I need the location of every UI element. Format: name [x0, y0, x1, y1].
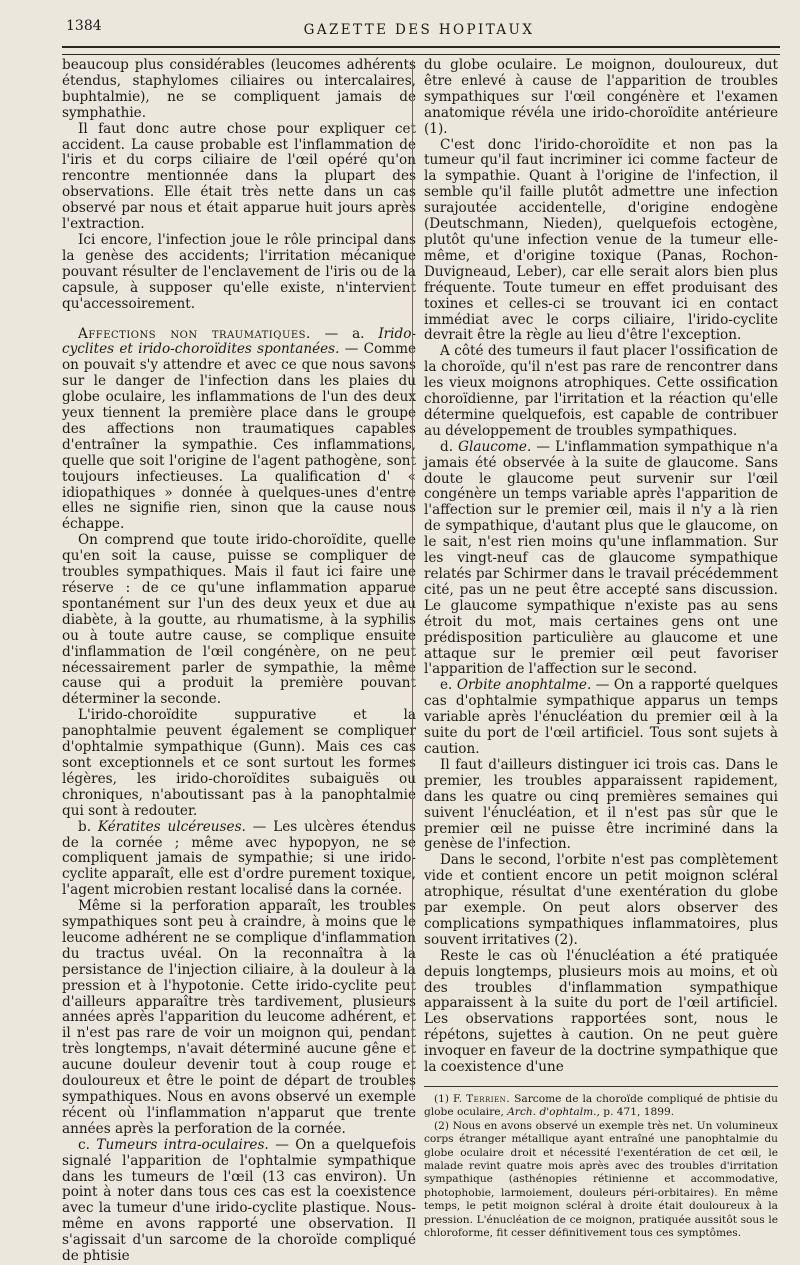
- section-a-paragraph: [62, 327, 416, 534]
- item-text: — L'inflammation sympathique n'a jamais été observée à la suite de glaucome. Sans doute le glaucome peut survenir sur l'œil congénère un temps variable après l'apparition de l'affection sur le premier œil, mais il n'y a là rien de sympathique, d'autant plus que le glaucome, on le sait, n'est rien moins qu'une inflammation. Sur les vingt-neuf cas de glaucome sympathique relatés par Schirmer dans le travail précédemment cité, pas un ne peut être accepté sans discussion. Le glaucome sympathique n'existe pas au sens étroit du mot, mais certaines gens ont une prédisposition particulière au glaucome et une attaque sur le premier œil peut favoriser l'apparition de l'affection sur le second.: [424, 438, 778, 678]
- paragraph: Même si la perforation apparaît, les troubles sympathiques sont peu à craindre, à moins que le leucome adhérent ne se complique d'inflammation du tractus uvéal. On la reconnaîtra à la persistance de l'injection ciliaire, à la douleur à la pression et à l'hypotonie. Cette irido-cyclite peut d'ailleurs apparaître très tardivement, plusieurs années après l'apparition du leucome adhérent, et il n'est pas rare de voir un moignon qui, pendant très longtemps, n'avait déterminé aucune gêne et aucune douleur devenir tout à coup rouge et douloureux et être le point de départ de troubles sympathiques. Nous en avons observé un exemple récent où l'inflammation n'apparut que trente années après la perforation de la cornée.: [62, 898, 416, 1137]
- paragraph: Reste le cas où l'énucléation a été pratiquée depuis longtemps, plusieurs mois au moins, et où des troubles d'inflammation sympathique apparaissent à la suite du port de l'œil artificiel. Les observations rapportées sont, nous le répétons, sujettes à caution. On ne peut guère invoquer en faveur de la doctrine sympathique que la coexistence d'une: [424, 947, 778, 1076]
- item-label: d.: [440, 438, 454, 455]
- item-title: Tumeurs intra-oculaires.: [96, 1136, 269, 1153]
- item-title: Irido-cyclites et irido-choroïdites spontanées.: [62, 325, 417, 358]
- paragraph: Il faut donc autre chose pour expliquer cet accident. La cause probable est l'inflammation de l'iris et du corps ciliaire de l'œil opéré qu'on rencontre mentionnée dans la plupart des observations. Elle était très nette dans un cas observé par nous et était apparue huit jours après l'extraction.: [62, 120, 416, 233]
- paragraph: Ici encore, l'infection joue le rôle principal dans la genèse des accidents; l'irritation mécanique pouvant résulter de l'enclavement de l'iris ou de la capsule, à supposer qu'elle existe, n'intervient qu'accessoirement.: [62, 231, 416, 312]
- column-divider: [412, 60, 413, 1090]
- right-column: [424, 58, 778, 1240]
- footnote-1: [424, 1093, 778, 1120]
- journal-title: GAZETTE DES HOPITAUX: [303, 22, 535, 38]
- left-column: [62, 58, 416, 1265]
- item-title: Orbite anophtalme.: [456, 677, 592, 694]
- section-b-paragraph: [62, 820, 416, 900]
- item-title: Kératites ulcéreuses.: [97, 818, 246, 835]
- page-number: 1384: [66, 18, 102, 34]
- footnote-journal: Arch. d'ophtalm.,: [507, 1106, 600, 1119]
- footnote-tail: p. 471, 1899.: [603, 1106, 675, 1119]
- paragraph: du globe oculaire. Le moignon, douloureux, dut être enlevé à cause de l'apparition de troubles sympathiques sur l'œil congénère et l'examen anatomique révéla une irido-choroïdite antérieure (1).: [424, 57, 778, 137]
- paragraph: beaucoup plus considérables (leucomes adhérents étendus, staphylomes ciliaires ou intercalaires, buphtalmie), ne se compliquent jamais de symphathie.: [62, 57, 416, 121]
- item-label: — a.: [324, 325, 365, 342]
- item-text: — On a quelquefois signalé l'apparition de l'ophtalmie sympathique dans les tumeurs de l'œil (13 cas environ). Un point à noter dans tous ces cas est la coexistence avec la tumeur d'une irido-cyclite plastique. Nous-même en avons rapporté une observation. Il s'agissait d'un sarcome de la choroïde compliqué de phtisie: [62, 1136, 416, 1265]
- footnote-text: Sarcome de la choroïde compliqué de phtisie du globe oculaire,: [424, 1093, 778, 1119]
- item-text: — Les ulcères étendus de la cornée ; même avec hypopyon, ne se compliquent jamais de sympathie; si une irido-cyclite apparaît, elle est d'ordre purement toxique, l'agent microbien restant localisé dans la cornée.: [62, 818, 417, 899]
- paragraph: On comprend que toute irido-choroïdite, quelle qu'en soit la cause, puisse se compliquer de troubles sympathiques. Mais il faut ici faire une réserve : de ce qu'une inflammation apparue spontanément sur l'un des deux yeux et due au diabète, à la goutte, au rhumatisme, à la syphilis ou à toute autre cause, se complique ensuite d'inflammation de l'œil congénère, on ne peut nécessairement parler de sympathie, la même cause qui a produit la première pouvant déterminer la seconde.: [62, 532, 416, 708]
- item-label: e.: [440, 677, 453, 694]
- item-label: c.: [78, 1136, 90, 1153]
- footnote-ref: (1) F.: [434, 1093, 463, 1105]
- footnote-author: Terrien.: [466, 1093, 511, 1105]
- item-label: b.: [78, 818, 92, 835]
- paragraph: Dans le second, l'orbite n'est pas complètement vide et contient encore un petit moignon scléral atrophique, résultat d'une exentération du globe par exemple. On peut alors observer des complications sympathiques inflammatoires, plus souvent irritatives (2).: [424, 852, 778, 948]
- item-text: — On a rapporté quelques cas d'ophtalmie sympathique apparus un temps variable après l'énucléation du premier œil à la suite du port de l'œil artificiel. Tous sont sujets à caution.: [424, 677, 778, 757]
- section-c-paragraph: [62, 1138, 416, 1265]
- footnote-2: (2) Nous en avons observé un exemple très net. Un volumineux corps étranger métallique ayant entraîné une panophtalmie du globe oculaire droit et nécessité l'exentération de cet œil, le malade revint quatre mois après avec des troubles d'irritation sympathique (asthénopies rétinienne et accommodative, photophobie, larmoiement, douleurs péri-orbitaires). En même temps, le petit moignon scléral à droite était douloureux à la pression. L'énucléation de ce moignon, pratiquée aussitôt sous le chloroforme, fit cesser définitivement tous ces symptômes.: [424, 1119, 778, 1240]
- paragraph: A côté des tumeurs il faut placer l'ossification de la choroïde, qu'il n'est pas rare de rencontrer dans les vieux moignons atrophiques. Cette ossification choroïdienne, par l'irritation et la réaction qu'elle détermine quelquefois, est capable de contribuer au développement de troubles sympathiques.: [424, 343, 778, 439]
- footnotes: [424, 1086, 778, 1240]
- header-rule-thin: [62, 54, 780, 55]
- paragraph: C'est donc l'irido-choroïdite et non pas la tumeur qu'il faut incriminer ici comme facteur de la sympathie. Quant à l'origine de l'infection, il semble qu'il faille plutôt admettre une infection surajoutée accidentelle, d'origine endogène (Deutschmann, Nieden), quelquefois ectogène, plutôt qu'une infection venue de la tumeur elle-même, et d'origine toxique (Panas, Rochon-Duvigneaud, Leber), car elle serait alors bien plus fréquente. Toute tumeur en effet produisant des toxines et celles-ci se trouvant ici en contact immédiat avec le corps ciliaire, l'irido-cyclite devrait être la règle au lieu d'être l'exception.: [424, 136, 778, 344]
- section-d-paragraph: [424, 440, 778, 679]
- paragraph: L'irido-choroïdite suppurative et la panophtalmie peuvent également se compliquer d'ophtalmie sympathique (Gunn). Mais ces cas sont exceptionnels et ce sont surtout les formes légères, les irido-choroïdites subaiguës ou chroniques, n'aboutissant pas à la panophtalmie qui sont à redouter.: [62, 707, 416, 819]
- section-gap: [62, 313, 416, 327]
- section-e-paragraph: [424, 678, 778, 758]
- item-title: Glaucome.: [458, 438, 532, 455]
- item-text: — Comme on pouvait s'y attendre et avec ce que nous savons sur le danger de l'infection dans les plaies du globe oculaire, les inflammations de l'un des deux yeux tiennent la première place dans le groupe des affections non traumatiques capables d'entraîner la sympathie. Ces inflammations, quelle que soit l'origine de l'agent pathogène, sont toujours infectieuses. La qualification d' « idiopathiques » donnée à quelques-unes d'entre elles ne signifie rien, sinon que la cause nous échappe.: [62, 341, 417, 533]
- page-header: [60, 16, 778, 42]
- paragraph: Il faut d'ailleurs distinguer ici trois cas. Dans le premier, les troubles apparaissent rapidement, dans les quatre ou cinq premières semaines qui suivent l'énucléation, et il n'est pas sûr que le premier œil ne puisse être incriminé dans la genèse de l'infection.: [424, 756, 778, 853]
- section-heading: Affections non traumatiques.: [78, 325, 311, 342]
- header-rule: [62, 46, 780, 48]
